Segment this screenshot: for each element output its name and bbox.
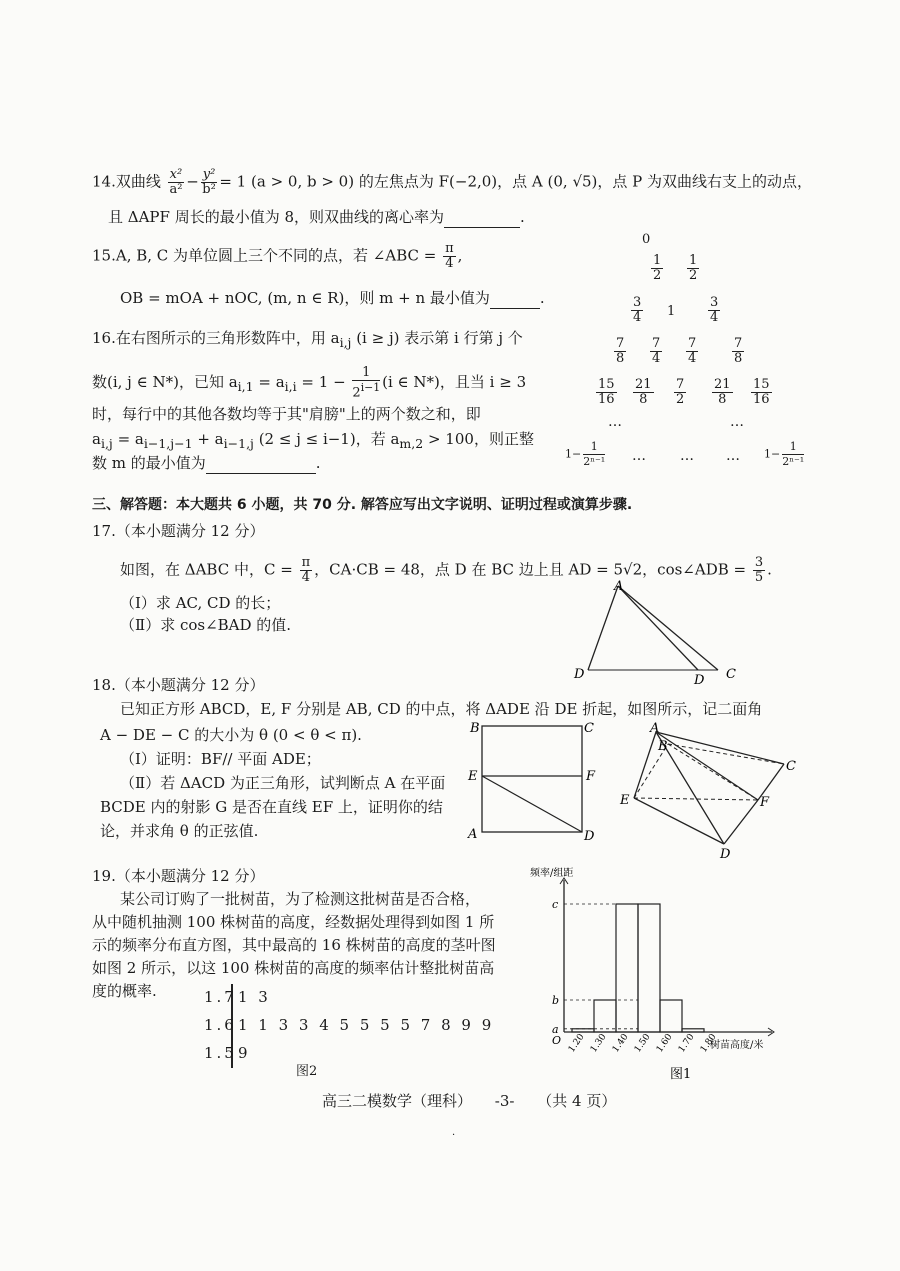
leaf-row-1: 1 3 (238, 988, 271, 1006)
fig18b-label-E: E (620, 793, 630, 808)
q16-line5: 数 m 的最小值为 . (92, 454, 321, 472)
x-tick-1-30: 1.30 (588, 1032, 609, 1055)
stem-row-1: 1.7 (204, 988, 237, 1006)
tri-dots-5: … (726, 448, 742, 464)
x-tick-1-80: 1.80 (698, 1032, 719, 1055)
fig17-label-D2: D (694, 673, 705, 685)
q19-heading: 19.（本小题满分 12 分） (92, 867, 265, 885)
tri-r5-3: $\frac{7}{2}$ (676, 377, 685, 407)
stem-row-3: 1.5 (204, 1044, 237, 1062)
q19-line3: 示的频率分布直方图，其中最高的 16 株树苗的高度的茎叶图 (92, 936, 496, 954)
q19-line4: 如图 2 所示，以这 100 株树苗的高度的频率估计整批树苗高 (92, 959, 495, 977)
tri-last-left: 1− $\frac{1}{\text{2ⁿ⁻¹}}$ (565, 440, 606, 468)
fig18b-label-D: D (720, 847, 731, 861)
q16-line3: 时，每行中的其他各数均等于其"肩膀"上的两个数之和，即 (92, 405, 481, 423)
fig17-label-D1: D (574, 667, 585, 682)
y-tick-a: a (552, 1022, 559, 1036)
q15-line2: OB = mOA + nOC, (m, n ∈ R)，则 m + n 最小值为 . (120, 289, 545, 307)
fig18a-label-C: C (584, 721, 594, 736)
hist-bar-1 (572, 1029, 594, 1032)
q17-part1: （Ⅰ）求 AC, CD 的长； (120, 594, 281, 612)
q19-line1: 某公司订购了一批树苗，为了检测这批树苗是否合格， (120, 890, 481, 908)
chart-title: 图1 (670, 1067, 692, 1082)
tri-r3-3: $\frac{3}{4}$ (710, 295, 719, 325)
tri-dots-1: … (608, 414, 624, 430)
footer-page: -3- (494, 1092, 515, 1110)
footer (322, 1090, 616, 1111)
tri-r5-4: $\frac{21}{8}$ (714, 377, 731, 407)
stem-row-2: 1.6 (204, 1016, 237, 1034)
hist-bar-2 (594, 1000, 616, 1032)
footer-title: 高三二模数学（理科） (322, 1092, 473, 1110)
tri-r5-2: $\frac{21}{8}$ (635, 377, 652, 407)
q17-part2: （Ⅱ）求 cos∠BAD 的值. (120, 616, 292, 634)
stem-leaf-caption: 图2 (296, 1064, 318, 1079)
frequency-histogram (520, 866, 790, 1088)
hist-bar-5 (660, 1000, 682, 1032)
footer-total: （共 4 页） (537, 1092, 617, 1110)
q18-part1: （Ⅰ）证明：BF// 平面 ADE； (120, 750, 321, 768)
fig18b-label-A: A (650, 721, 660, 736)
tri-last-right: 1− $\frac{1}{\text{2ⁿ⁻¹}}$ (764, 440, 805, 468)
fig18a-label-A: A (468, 827, 478, 842)
q17-body: 如图，在 ΔABC 中，C = $\frac{\pi}{4}$ ，CA·CB = 48，点 D 在 BC 边上且 AD = 5√2，cos∠ADB = $\frac{3}{5}$ . (120, 555, 772, 585)
tri-r4-2: $\frac{7}{4}$ (652, 336, 661, 366)
q14-line1: 14.双曲线 $\frac{\text{x²}}{\text{a²}}$ − $\frac{\text{y²}}{\text{b²}}$ = 1 (a > 0, b > 0) 的左焦点为 F(−2,0)，点 A (0, √5)，点 P 为双曲线右支上的动点， (92, 167, 813, 197)
fig17-label-A: A (614, 580, 624, 594)
hist-bar-4 (638, 904, 660, 1032)
fig17-label-C: C (726, 667, 736, 682)
fig18a-label-B: B (470, 721, 480, 736)
q18-square-figure (466, 716, 596, 846)
q18-line1: 已知正方形 ABCD，E, F 分别是 AB, CD 的中点，将 ΔADE 沿 DE 折起，如图所示，记二面角 (120, 700, 763, 718)
q18-fold-figure (614, 716, 804, 861)
leaf-row-2: 1 1 3 3 4 5 5 5 5 7 8 9 9 (238, 1016, 495, 1034)
fig18b-label-F: F (760, 795, 770, 810)
q18-heading: 18.（本小题满分 12 分） (92, 676, 265, 694)
tri-r2-1: $\frac{1}{2}$ (653, 253, 662, 283)
q18-part4: 论，并求角 θ 的正弦值. (100, 822, 259, 840)
leaf-row-3: 9 (238, 1044, 251, 1062)
q16-line4: $a_{i,j} = a_{i-1,j-1} + a_{i-1,j}$ (2 ≤ j ≤ i−1)，若 $a_{m,2} > 100$，则正整 (92, 430, 534, 451)
q19-line5: 度的概率. (92, 982, 157, 1000)
x-tick-1-50: 1.50 (632, 1032, 653, 1055)
x-axis-label: 树苗高度/米 (710, 1040, 764, 1051)
q17-heading: 17.（本小题满分 12 分） (92, 522, 265, 540)
tri-r4-1: $\frac{7}{8}$ (616, 336, 625, 366)
fig18a-label-D: D (584, 829, 595, 844)
tri-r3-2: 1 (667, 304, 676, 319)
tri-r1: 0 (642, 232, 651, 247)
tri-dots-3: … (632, 448, 648, 464)
q18-part2: （Ⅱ）若 ΔACD 为正三角形，试判断点 A 在平面 (120, 774, 446, 792)
hist-bar-6 (682, 1029, 704, 1032)
tri-r4-4: $\frac{7}{8}$ (734, 336, 743, 366)
y-tick-c: c (552, 898, 559, 911)
hist-bar-3 (616, 904, 638, 1032)
fig18b-label-C: C (786, 759, 796, 774)
tri-dots-2: … (730, 414, 746, 430)
tri-r5-1: $\frac{15}{16}$ (598, 377, 615, 407)
q17-triangle-figure (570, 580, 750, 685)
y-tick-b: b (552, 994, 560, 1007)
q19-line2: 从中随机抽测 100 株树苗的高度，经数据处理得到如图 1 所 (92, 913, 495, 931)
tri-r4-3: $\frac{7}{4}$ (688, 336, 697, 366)
y-axis-label: 频率/组距 (530, 868, 574, 879)
fig18a-label-E: E (468, 769, 478, 784)
fig18b-label-B: B (658, 739, 668, 754)
tri-r2-2: $\frac{1}{2}$ (689, 253, 698, 283)
x-tick-1-40: 1.40 (610, 1032, 631, 1055)
x-tick-1-60: 1.60 (654, 1032, 675, 1055)
section-3-heading: 三、解答题：本大题共 6 小题，共 70 分. 解答应写出文字说明、证明过程或演算步骤. (92, 497, 633, 513)
x-tick-1-70: 1.70 (676, 1032, 697, 1055)
q16-line2: 数(i, j ∈ N*)，已知 $a_{i,1} = a_{i,i} = 1$ − $\frac{1}{2^{i-1}}$ (i ∈ N*)，且当 i ≥ 3 (92, 365, 527, 401)
x-tick-1-20: 1.20 (566, 1032, 587, 1055)
q18-part3: BCDE 内的射影 G 是否在直线 EF 上，证明你的结 (100, 798, 443, 816)
tri-r3-1: $\frac{3}{4}$ (633, 295, 642, 325)
q14-line2: 且 ΔAPF 周长的最小值为 8，则双曲线的离心率为 . (108, 208, 525, 226)
origin-label: O (552, 1034, 562, 1047)
footer-dot: · (452, 1130, 456, 1141)
tri-dots-4: … (680, 448, 696, 464)
q15-line1: 15.A, B, C 为单位圆上三个不同的点，若 ∠ABC = $\frac{\pi}{4}$ , (92, 241, 463, 271)
fig18a-label-F: F (586, 769, 596, 784)
q16-line1: 16.在右图所示的三角形数阵中，用 $a_{i,j}$ (i ≥ j) 表示第 i 行第 j 个 (92, 329, 523, 350)
tri-r5-5: $\frac{15}{16}$ (753, 377, 770, 407)
q18-line2: A − DE − C 的大小为 θ (0 < θ < π). (100, 726, 362, 744)
